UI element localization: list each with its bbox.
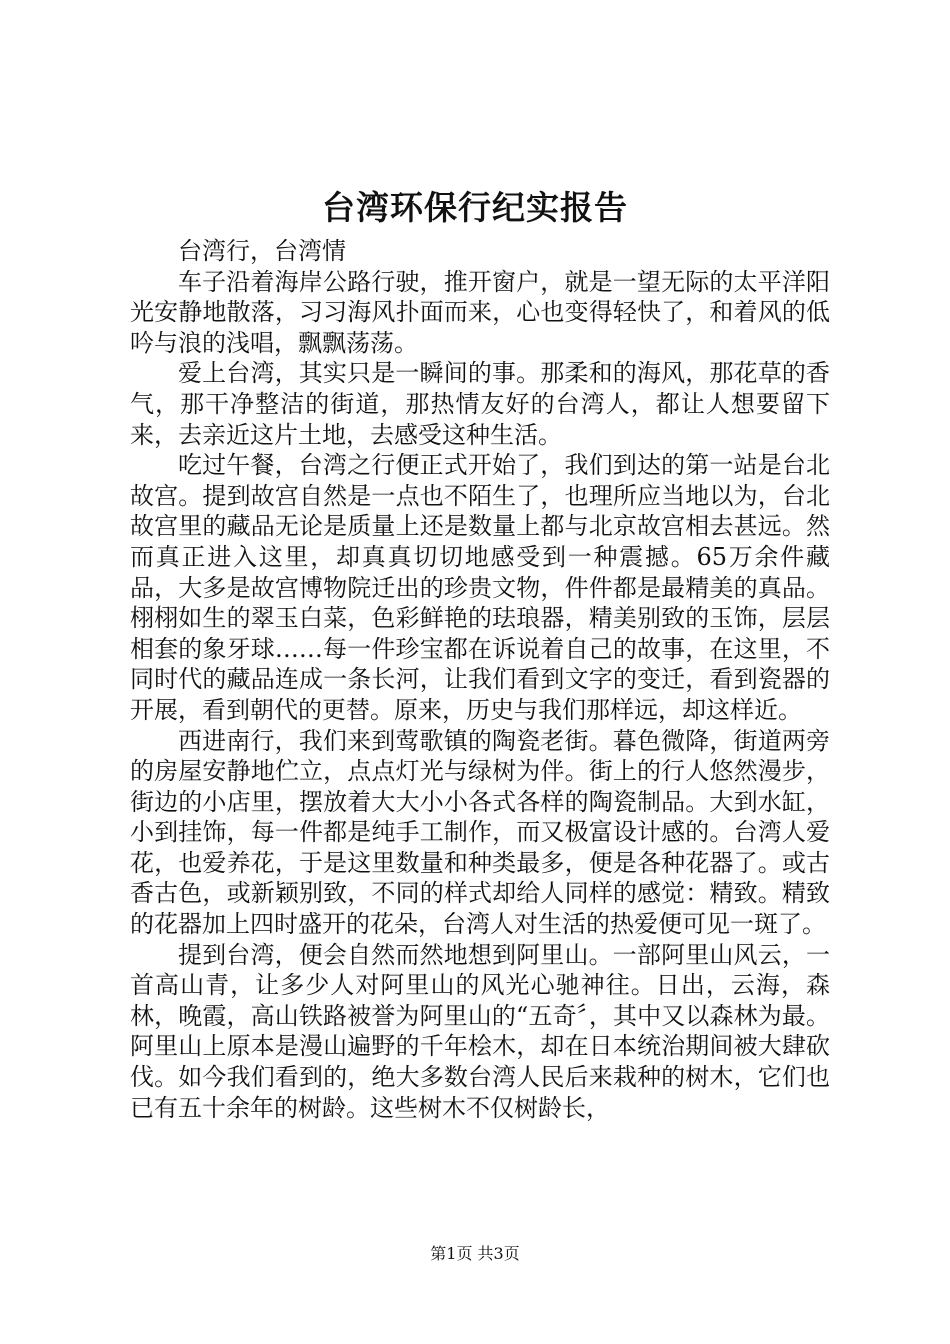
paragraph-3: 爱上台湾，其实只是一瞬间的事。那柔和的海风，那花草的香气，那干净整洁的街道，那热情友好的台湾人，都让人想要留下来，去亲近这片土地，去感受这种生活。	[130, 359, 830, 449]
paragraph-1: 台湾行，台湾情	[178, 237, 346, 265]
document-title: 台湾环保行纪实报告	[322, 188, 628, 227]
paragraph-4: 吃过午餐，台湾之行便正式开始了，我们到达的第一站是台北故宫。提到故宫自然是一点也不陌生了，也理所应当地以为，台北故宫里的藏品无论是质量上还是数量上都与北京故宫相去甚远。然而真正进入这里，却真真切切地感受到一种震撼。65万余件藏品，大多是故宫博物院迁出的珍贵文物，件件都是最精美的真品。栩栩如生的翠玉白菜，色彩鲜艳的珐琅器，精美别致的玉饰，层层相套的象牙球……每一件珍宝都在诉说着自己的故事，在这里，不同时代的藏品连成一条长河，让我们看到文字的变迁，看到瓷器的开展，看到朝代的更替。原来，历史与我们那样远，却这样近。	[130, 451, 830, 724]
page-indicator: 第1页 共3页	[430, 1244, 520, 1263]
paragraph-6: 提到台湾，便会自然而然地想到阿里山。一部阿里山风云，一首高山青，让多少人对阿里山的风光心驰神往。日出，云海，森林，晚霞，高山铁路被誉为阿里山的“五奇〞，其中又以森林为最。阿里山上原本是漫山遍野的千年桧木，却在日本统治期间被大肆砍伐。如今我们看到的，绝大多数台湾人民后来栽种的树木，它们也已有五十余年的树龄。这些树木不仅树龄长，	[130, 940, 830, 1122]
document-body	[130, 236, 830, 1123]
paragraph-5: 西进南行，我们来到莺歌镇的陶瓷老街。暮色微降，街道两旁的房屋安静地伫立，点点灯光与绿树为伴。街上的行人悠然漫步，街边的小店里，摆放着大大小小各式各样的陶瓷制品。大到水缸，小到挂饰，每一件都是纯手工制作，而又极富设计感的。台湾人爱花，也爱养花，于是这里数量和种类最多，便是各种花器了。或古香古色，或新颖别致，不同的样式却给人同样的感觉：精致。精致的花器加上四时盛开的花朵，台湾人对生活的热爱便可见一斑了。	[130, 726, 830, 939]
paragraph-2: 车子沿着海岸公路行驶，推开窗户，就是一望无际的太平洋阳光安静地散落，习习海风扑面而来，心也变得轻快了，和着风的低吟与浪的浅唱，飘飘荡荡。	[130, 267, 830, 357]
